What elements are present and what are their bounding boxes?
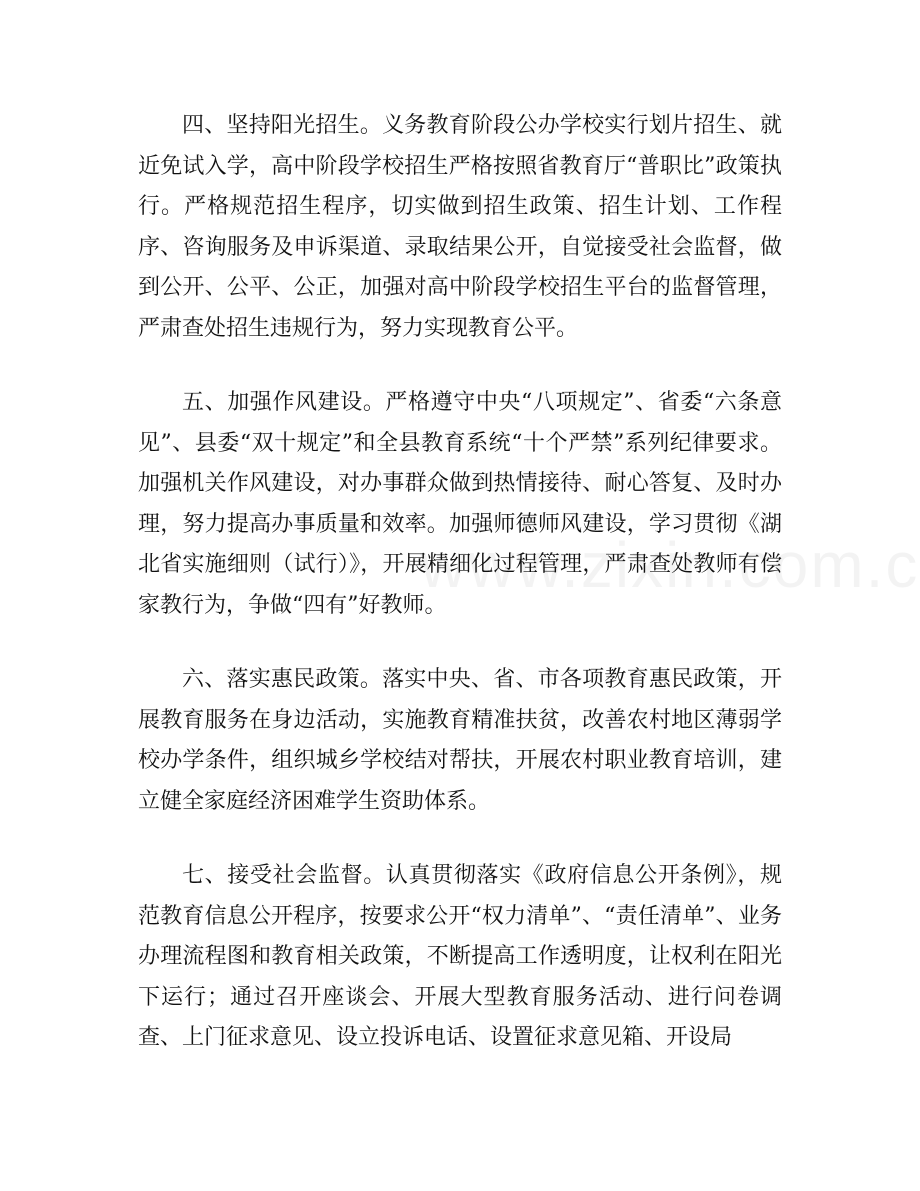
paragraph-sunshine-enrollment: 四、坚持阳光招生。义务教育阶段公办学校实行划片招生、就近免试入学，高中阶段学校招生严格按照省教育厅“普职比”政策执行。严格规范招生程序，切实做到招生政策、招生计划、工作程序、咨询服务及申诉渠道、录取结果公开，自觉接受社会监督，做到公开、公平、公正，加强对高中阶段学校招生平台的监督管理，严肃查处招生违规行为，努力实现教育公平。	[138, 113, 782, 341]
paragraph-social-supervision: 七、接受社会监督。认真贯彻落实《政府信息公开条例》，规范教育信息公开程序，按要求公开“权力清单”、“责任清单”、业务办理流程图和教育相关政策，不断提高工作透明度，让权利在阳光下运行；通过召开座谈会、开展大型教育服务活动、进行问卷调查、上门征求意见、设立投诉电话、设置征求意见箱、开设局	[138, 863, 782, 1050]
paragraph-work-style: 五、加强作风建设。严格遵守中央“八项规定”、省委“六条意见”、县委“双十规定”和全县教育系统“十个严禁”系列纪律要求。加强机关作风建设，对办事群众做到热情接待、耐心答复、及时办理，努力提高办事质量和效率。加强师德师风建设，学习贯彻《湖北省实施细则（试行）》，开展精细化过程管理，严肃查处教师有偿家教行为，争做“四有”好教师。	[138, 390, 782, 618]
paragraph-benefit-policy: 六、落实惠民政策。落实中央、省、市各项教育惠民政策，开展教育服务在身边活动，实施教育精准扶贫，改善农村地区薄弱学校办学条件，组织城乡学校结对帮扶，开展农村职业教育培训，建立健全家庭经济困难学生资助体系。	[138, 667, 782, 814]
